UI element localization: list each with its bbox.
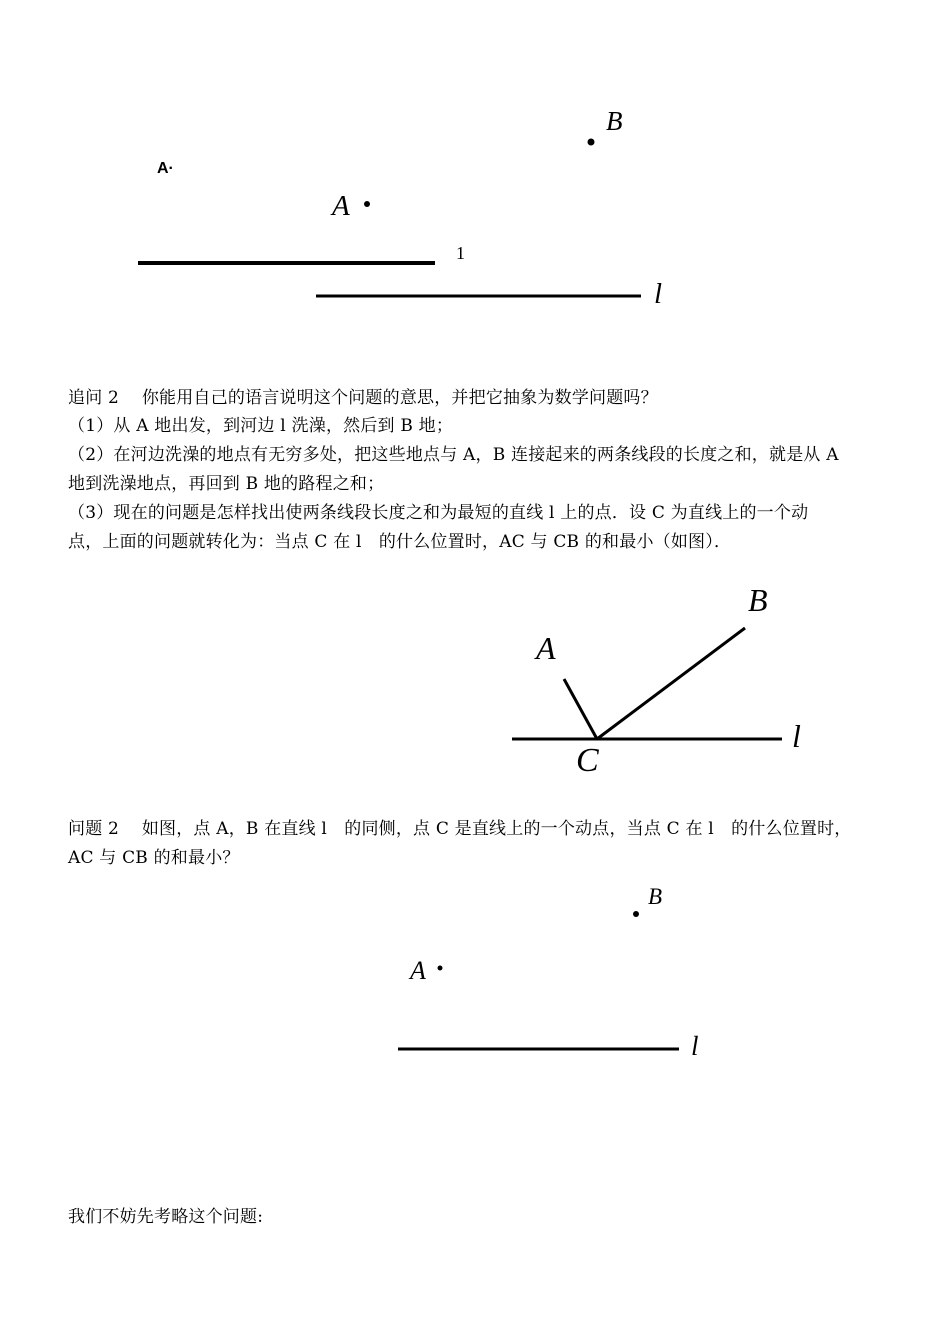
followup-item-1: （1）从 A 地出发，到河边 l 洗澡，然后到 B 地； [68, 416, 454, 436]
followup-item-2-line-1: （2）在河边洗澡的地点有无穷多处，把这些地点与 A，B 连接起来的两条线段的长度之和，就是从 A [68, 445, 839, 465]
figure3-label-a: A [410, 956, 426, 985]
figure2-label-b: B [748, 582, 768, 618]
segment-cb [597, 628, 745, 739]
followup-heading: 追问 2 你能用自己的语言说明这个问题的意思，并把它抽象为数学问题吗？ [68, 388, 658, 408]
label-b: B [606, 106, 623, 136]
point-a-dot [364, 201, 370, 207]
closing-text: 我们不妨先考略这个问题: [68, 1207, 264, 1227]
label-l: l [654, 278, 663, 310]
problem2-line-1: 问题 2 如图，点 A，B 在直线 l 的同侧，点 C 是直线上的一个动点，当点 C 在 l 的什么位置时， [68, 819, 852, 839]
label-a: A [332, 190, 350, 222]
point-b-dot [588, 139, 595, 146]
followup-item-2-line-2: 地到洗澡地点，再回到 B 地的路程之和； [68, 474, 385, 494]
point-a-dot-figure3 [438, 966, 443, 971]
point-b-dot-figure3 [633, 911, 639, 917]
figure3-label-b: B [648, 884, 663, 909]
figure2-label-l: l [792, 718, 801, 754]
label-1: 1 [456, 243, 465, 263]
followup-item-3-line-2: 点，上面的问题就转化为：当点 C 在 l 的什么位置时，AC 与 CB 的和最小（如图）． [68, 532, 732, 552]
label-a-small: A· [157, 160, 174, 177]
followup-item-3-line-1: （3）现在的问题是怎样找出使两条线段长度之和为最短的直线 l 上的点．设 C 为直线上的一个动 [68, 503, 809, 523]
figure3-label-l: l [691, 1031, 699, 1061]
figure2-label-a: A [536, 630, 556, 666]
problem2-line-2: AC 与 CB 的和最小？ [68, 848, 240, 868]
segment-ac [564, 679, 597, 739]
figure2-label-c: C [576, 742, 599, 779]
